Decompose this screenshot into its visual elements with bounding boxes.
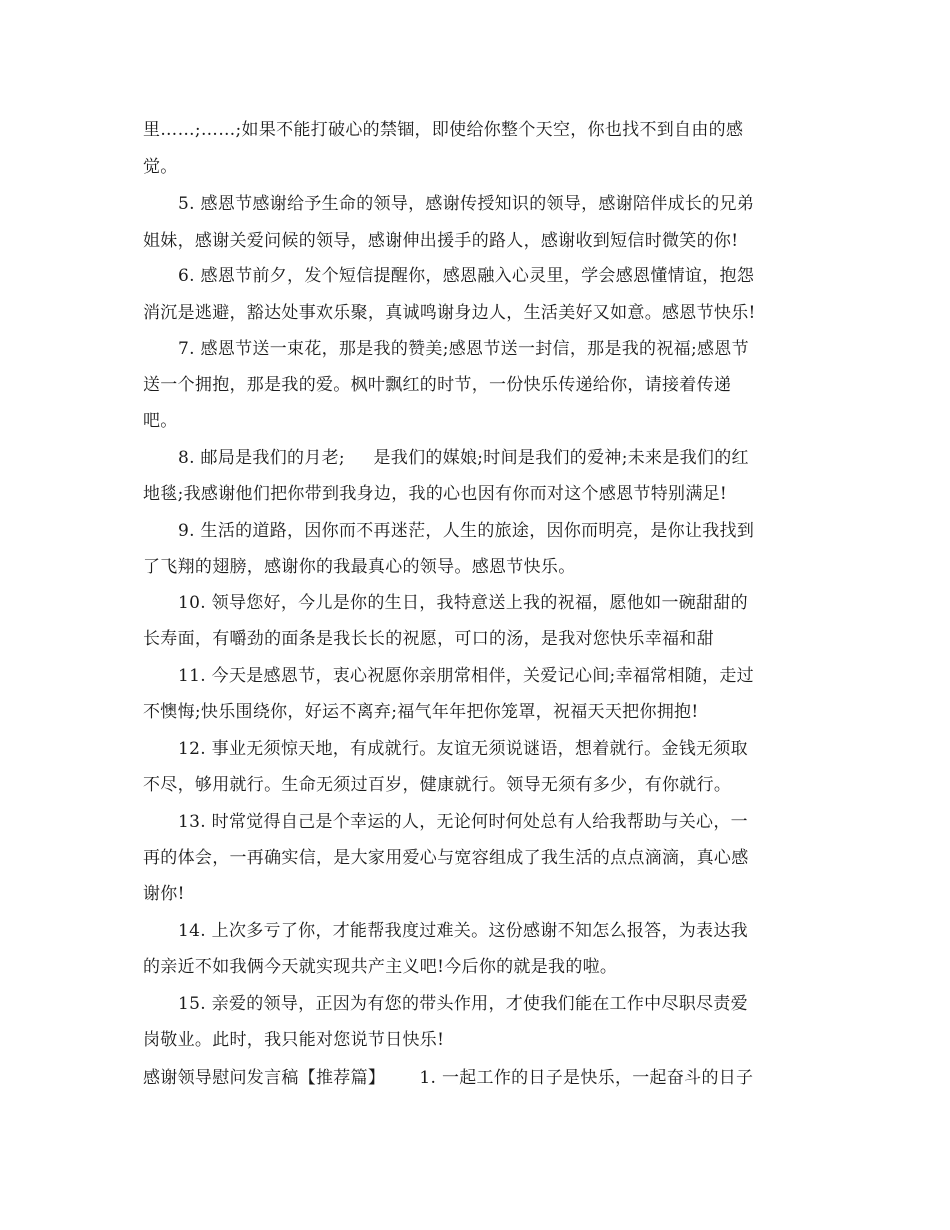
text-line: 8. 邮局是我们的月老; 是我们的媒娘;时间是我们的爱神;未来是我们的红 [178, 448, 749, 468]
text-line: 长寿面，有嚼劲的面条是我长长的祝愿，可口的汤，是我对您快乐幸福和甜 [143, 629, 714, 649]
text-line: 不懊悔;快乐围绕你，好运不离弃;福气年年把你笼罩，祝福天天把你拥抱! [143, 702, 699, 722]
text-line: 不尽，够用就行。生命无须过百岁，健康就行。领导无须有多少，有你就行。 [143, 775, 732, 795]
text-line: 了飞翔的翅膀，感谢你的我最真心的领导。感恩节快乐。 [143, 557, 576, 577]
text-line: 地毯;我感谢他们把你带到我身边，我的心也因有你而对这个感恩节特别满足! [143, 484, 728, 504]
text-line: 姐妹，感谢关爱问候的领导，感谢伸出援手的路人，感谢收到短信时微笑的你! [143, 231, 739, 251]
text-line: 10. 领导您好，今儿是你的生日，我特意送上我的祝福，愿他如一碗甜甜的 [178, 593, 748, 613]
text-line: 觉。 [143, 157, 178, 177]
text-line: 5. 感恩节感谢给予生命的领导，感谢传授知识的领导，感谢陪伴成长的兄弟 [178, 194, 755, 214]
text-line: 的亲近不如我俩今天就实现共产主义吧!今后你的就是我的啦。 [143, 957, 618, 977]
text-line: 11. 今天是感恩节，衷心祝愿你亲朋常相伴，关爱记心间;幸福常相随，走过 [178, 666, 754, 686]
text-line: 15. 亲爱的领导，正因为有您的带头作用，才使我们能在工作中尽职尽责爱 [178, 994, 748, 1014]
text-line: 里……;……;如果不能打破心的禁锢，即使给你整个天空，你也找不到自由的感 [143, 120, 744, 140]
text-line: 谢你! [143, 884, 185, 904]
text-line: 9. 生活的道路，因你而不再迷茫，人生的旅途，因你而明亮，是你让我找到 [178, 521, 755, 541]
text-line: 6. 感恩节前夕，发个短信提醒你，感恩融入心灵里，学会感恩懂情谊，抱怨 [178, 266, 755, 286]
text-line: 再的体会，一再确实信，是大家用爱心与宽容组成了我生活的点点滴滴，真心感 [143, 848, 749, 868]
text-line: 12. 事业无须惊天地，有成就行。友谊无须说谜语，想着就行。金钱无须取 [178, 739, 748, 759]
text-line: 13. 时常觉得自己是个幸运的人，无论何时何处总有人给我帮助与关心，一 [178, 812, 748, 832]
text-line: 吧。 [143, 411, 178, 431]
text-line: 岗敬业。此时，我只能对您说节日快乐! [143, 1030, 445, 1050]
text-line: 送一个拥抱，那是我的爱。枫叶飘红的时节，一份快乐传递给你，请接着传递 [143, 375, 732, 395]
text-line: 14. 上次多亏了你，才能帮我度过难关。这份感谢不知怎么报答，为表达我 [178, 921, 748, 941]
text-line: 消沉是逃避，豁达处事欢乐聚，真诚鸣谢身边人，生活美好又如意。感恩节快乐! [143, 303, 756, 323]
text-line: 7. 感恩节送一束花，那是我的赞美;感恩节送一封信，那是我的祝福;感恩节 [178, 339, 749, 359]
section-heading-line: 感谢领导慰问发言稿【推荐篇】 1. 一起工作的日子是快乐，一起奋斗的日子 [143, 1068, 754, 1088]
